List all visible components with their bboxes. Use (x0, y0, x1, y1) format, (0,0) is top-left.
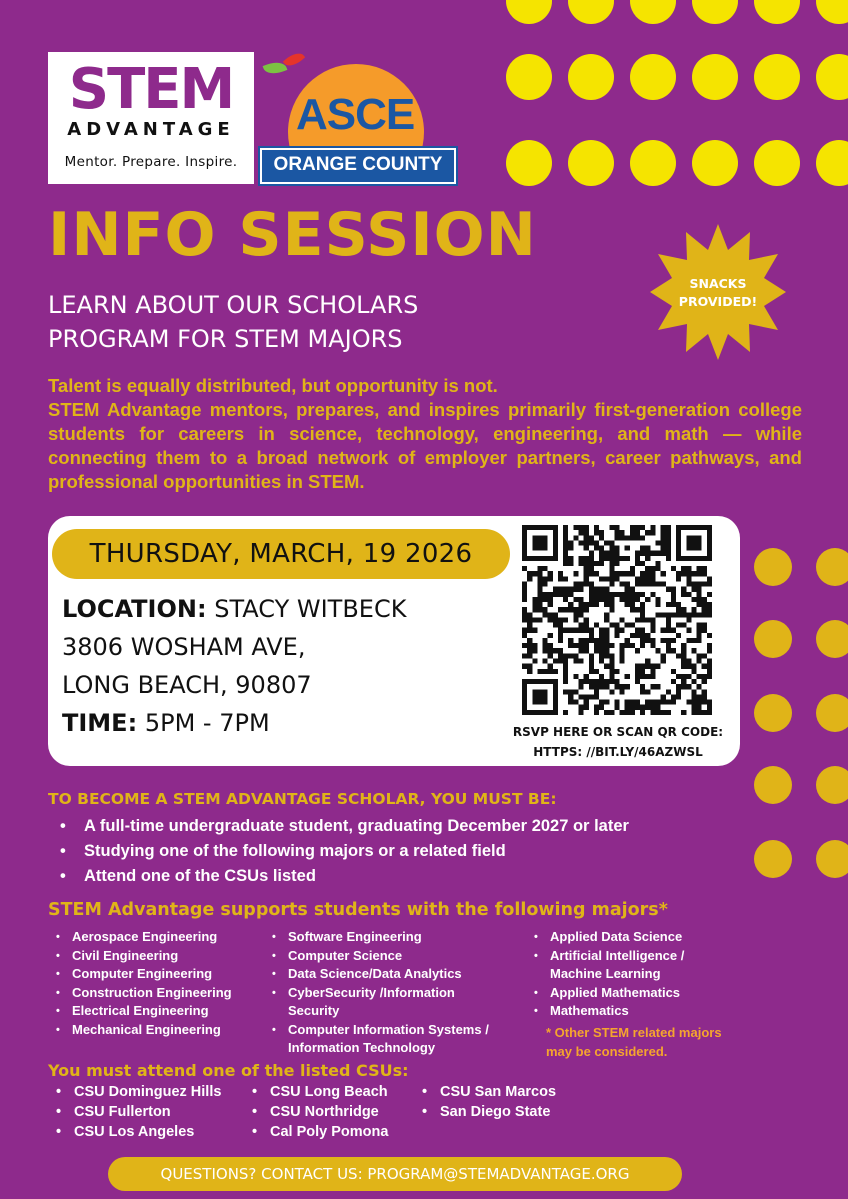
location-label: LOCATION: (62, 595, 207, 623)
subtitle-line: LEARN ABOUT OUR SCHOLARS (48, 291, 419, 319)
dot (568, 0, 614, 24)
intro-line1: Talent is equally distributed, but opportunity is not. (48, 375, 498, 396)
rsvp-text (500, 722, 736, 762)
csu-heading: You must attend one of the listed CSUs: (48, 1061, 409, 1080)
list-item: • Studying one of the following majors or a related field (56, 839, 629, 864)
asce-logo-name: ASCE (296, 90, 415, 139)
csu-column-1 (56, 1082, 221, 1142)
list-item: • CSU San Marcos (422, 1082, 556, 1102)
dot (816, 548, 848, 586)
dot (568, 54, 614, 100)
list-item: • Applied Mathematics (534, 984, 744, 1003)
dot (816, 766, 848, 804)
dot (754, 54, 800, 100)
majors-column-1 (56, 928, 266, 1039)
list-item: • Data Science/Data Analytics (272, 965, 522, 984)
time-value: 5PM - 7PM (144, 709, 270, 737)
list-item: • Applied Data Science (534, 928, 744, 947)
list-item: • CSU Los Angeles (56, 1122, 221, 1142)
stem-advantage-logo (48, 52, 254, 184)
intro-text (48, 374, 802, 494)
requirements-heading: TO BECOME A STEM ADVANTAGE SCHOLAR, YOU MUST BE: (48, 790, 557, 808)
list-item: • Software Engineering (272, 928, 522, 947)
list-item: • Cal Poly Pomona (252, 1122, 388, 1142)
list-item: • CyberSecurity /Information Security (272, 984, 472, 1021)
list-item: • San Diego State (422, 1102, 556, 1122)
time-line (62, 704, 502, 742)
csu-column-3 (422, 1082, 556, 1122)
dot (506, 140, 552, 186)
subtitle (48, 288, 568, 356)
dot (816, 620, 848, 658)
list-item: • Electrical Engineering (56, 1002, 266, 1021)
dot (506, 0, 552, 24)
list-item: • CSU Fullerton (56, 1102, 221, 1122)
list-item: • CSU Dominguez Hills (56, 1082, 221, 1102)
list-item: • Construction Engineering (56, 984, 266, 1003)
dot (754, 694, 792, 732)
dot (506, 54, 552, 100)
list-item: • Aerospace Engineering (56, 928, 266, 947)
location-line (62, 590, 502, 628)
dot (754, 140, 800, 186)
list-item: • CSU Long Beach (252, 1082, 388, 1102)
badge-line: SNACKS (689, 276, 747, 291)
csu-column-2 (252, 1082, 388, 1142)
qr-finder-pattern (525, 682, 556, 713)
list-item: • Computer Science (272, 947, 522, 966)
contact-email-button[interactable]: QUESTIONS? CONTACT US: PROGRAM@STEMADVANTAGE.ORG (108, 1157, 682, 1191)
event-date: THURSDAY, MARCH, 19 2026 (52, 529, 510, 579)
dot (816, 694, 848, 732)
list-item: • A full-time undergraduate student, graduating December 2027 or later (56, 814, 629, 839)
majors-column-3 (534, 928, 744, 1021)
address-line2: LONG BEACH, 90807 (62, 671, 312, 699)
subtitle-line: PROGRAM FOR STEM MAJORS (48, 325, 403, 353)
list-item: • Attend one of the CSUs listed (56, 864, 629, 889)
rsvp-line1: RSVP HERE OR SCAN QR CODE: (512, 725, 724, 739)
location-value: STACY WITBECK (214, 595, 407, 623)
time-label: TIME: (62, 709, 138, 737)
address-line1: 3806 WOSHAM AVE, (62, 633, 306, 661)
dot (568, 140, 614, 186)
requirements-list (56, 814, 629, 889)
dot (816, 840, 848, 878)
majors-note: * Other STEM related majors may be considered. (546, 1025, 722, 1059)
intro-body: STEM Advantage mentors, prepares, and inspires primarily first-generation college students for careers in science, technology, engineering, and math — while connecting them to a broad network of employer partners, career pathways, and professional opportunities in STEM. (48, 399, 802, 492)
dot (816, 140, 848, 186)
qr-finder-pattern (679, 528, 710, 559)
list-item: • Computer Engineering (56, 965, 266, 984)
event-details (62, 590, 502, 742)
list-item: • Civil Engineering (56, 947, 266, 966)
dot (630, 140, 676, 186)
dot (692, 54, 738, 100)
dot (754, 0, 800, 24)
list-item: • Mechanical Engineering (56, 1021, 266, 1040)
rsvp-link[interactable]: HTTPS: //BIT.LY/46AZWSL (533, 745, 703, 759)
majors-column-2 (272, 928, 522, 1058)
stem-logo-name: STEM (68, 57, 234, 122)
dot (754, 766, 792, 804)
dot (692, 0, 738, 24)
majors-heading: STEM Advantage supports students with the following majors* (48, 900, 668, 920)
dot (630, 0, 676, 24)
rsvp-qr-code[interactable] (522, 524, 712, 716)
qr-finder-pattern (525, 528, 556, 559)
dot (754, 620, 792, 658)
list-item: • Mathematics (534, 1002, 744, 1021)
asce-logo-sub: ORANGE COUNTY (260, 148, 456, 184)
asce-orange-county-logo (258, 52, 458, 184)
dot (754, 840, 792, 878)
list-item: • CSU Northridge (252, 1102, 388, 1122)
dot (816, 0, 848, 24)
badge-line: PROVIDED! (678, 294, 758, 309)
snacks-badge-text (648, 275, 788, 311)
dot (692, 140, 738, 186)
dot (816, 54, 848, 100)
list-item: • Artificial Intelligence / Machine Learning (534, 947, 714, 984)
stem-logo-sub: ADVANTAGE (67, 119, 235, 140)
dot (630, 54, 676, 100)
page-title: INFO SESSION (48, 200, 537, 270)
stem-logo-tagline: Mentor. Prepare. Inspire. (64, 154, 238, 170)
list-item: • Computer Information Systems / Information Technology (272, 1021, 512, 1058)
dot (754, 548, 792, 586)
